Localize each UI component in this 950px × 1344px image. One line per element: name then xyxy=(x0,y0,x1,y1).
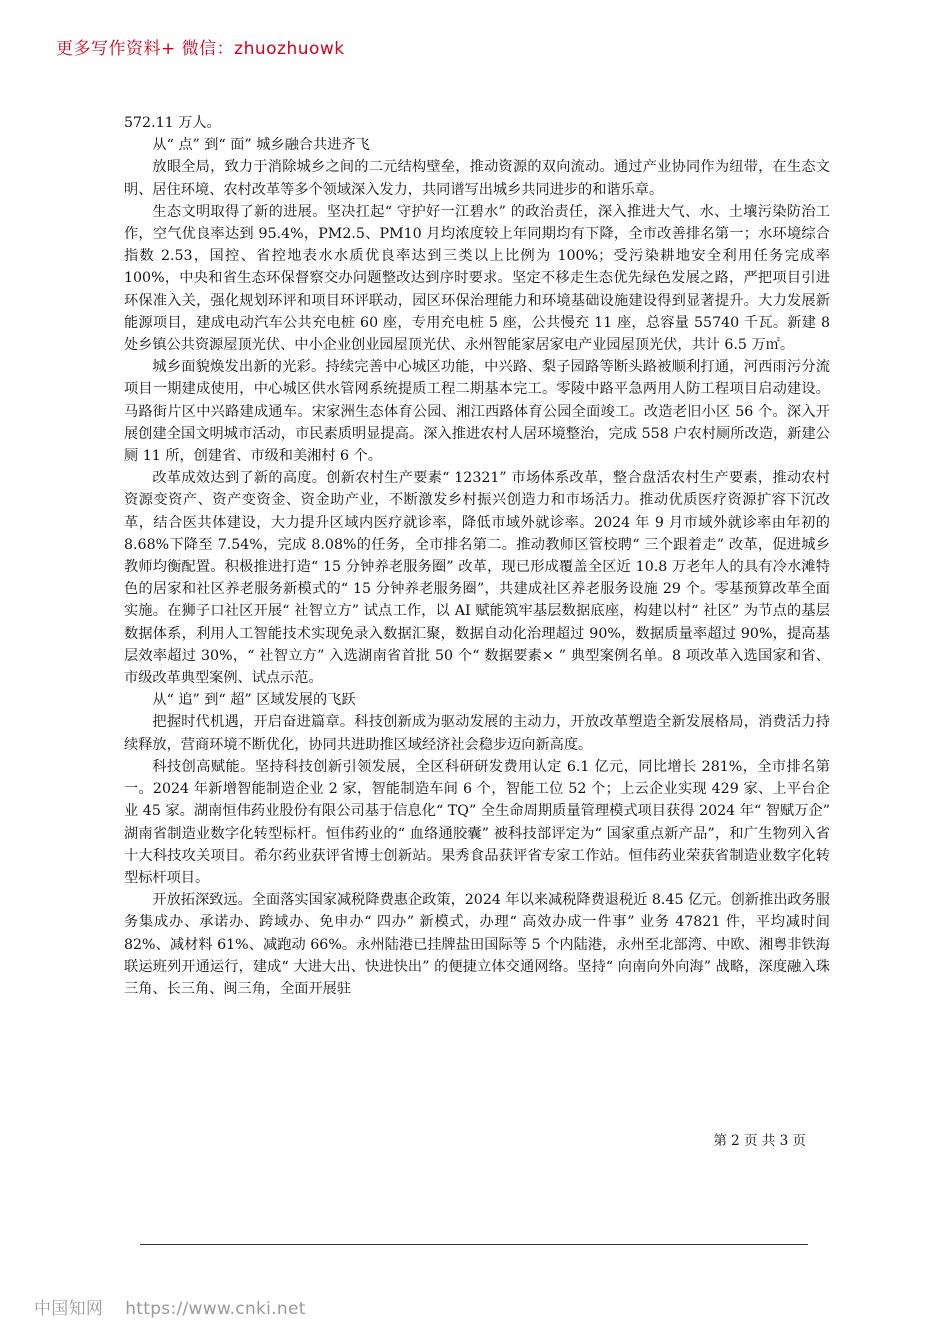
document-body xyxy=(124,112,830,1000)
section-heading: 从“ 点” 到“ 面” 城乡融合共进齐飞 xyxy=(152,137,370,154)
paragraph-continuation: 572.11 万人。 xyxy=(124,115,221,131)
paragraph: 开放拓深致远。全面落实国家减税降费惠企政策，2024 年以来减税降费退税近 8.45 亿元。创新推出政务服务集成办、承诺办、跨域办、免申办“ 四办” 新模式，办理“ 高效办成一件事” 业务 47821 件，平均减时间 82%、减材料 61%、减跑动 66%。永州陆港已挂牌盐田国际等 5 个内陆港，永州至北部湾、中欧、湘粤非铁海联运班列开通运行，建成“ 大进大出、快进快出” 的便捷立体交通网络。坚持“ 向南向外向海” 战略，深度融入珠三角、长三角、闽三角，全面开展驻 xyxy=(124,892,830,997)
paragraph: 改革成效达到了新的高度。创新农村生产要素“ 12321” 市场体系改革，整合盘活农村生产要素，推动农村资源变资产、资产变资金、资金助产业，不断激发乡村振兴创造力和市场活力。推动优质医疗资源扩容下沉改革，结合医共体建设，大力提升区域内医疗就诊率，降低市域外就诊率。2024 年 9 月市域外就诊率由年初的 8.68%下降至 7.54%，完成 8.08%的任务，全市排名第二。推动教师区管校聘“ 三个跟着走” 改革，促进城乡教师均衡配置。积极推进打造“ 15 分钟养老服务圈” 改革，现已形成覆盖全区近 10.8 万老年人的具有冷水滩特色的居家和社区养老服务新模式的“ 15 分钟养老服务圈”，共建成社区养老服务设施 29 个。零基预算改革全面实施。在狮子口社区开展“ 社智立方” 试点工作，以 AI 赋能筑牢基层数据底座，构建以村“ 社区” 为节点的基层数据体系，利用人工智能技术实现免录入数据汇聚，数据自动化治理超过 90%，数据质量率超过 90%，提高基层效率超过 30%，“ 社智立方” 入选湖南省首批 50 个“ 数据要素× ” 典型案例名单。8 项改革入选国家和省、市级改革典型案例、试点示范。 xyxy=(124,470,830,687)
watermark-brand: 中国知网 xyxy=(34,1299,104,1319)
paragraph: 科技创高赋能。坚持科技创新引领发展，全区科研研发费用认定 6.1 亿元，同比增长 281%，全市排名第一。2024 年新增智能制造企业 2 家，智能制造车间 6 个，智能工位 52 个；上云企业实现 429 家、上平台企业 45 家。湖南恒伟药业股份有限公司基于信息化“ TQ” 全生命周期质量管理模式项目获得 2024 年“ 智赋万企” 湖南省制造业数字化转型标杆。恒伟药业的“ 血络通胶囊” 被科技部评定为“ 国家重点新产品”，和广生物列入省十大科技攻关项目。希尔药业获评省博士创新站。果秀食品获评省专家工作站。恒伟药业荣获省制造业数字化转型标杆项目。 xyxy=(124,758,830,886)
promo-banner: 更多写作资料+ 微信：zhuozhuowk xyxy=(56,39,345,59)
paragraph: 放眼全局，致力于消除城乡之间的二元结构壁垒，推动资源的双向流动。通过产业协同作为纽带，在生态文明、居住环境、农村改革等多个领域深入发力，共同谱写出城乡共同进步的和谐乐章。 xyxy=(124,159,830,198)
section-heading: 从“ 追” 到“ 超” 区域发展的飞跃 xyxy=(152,692,356,709)
footer-divider xyxy=(140,1244,808,1245)
paragraph: 城乡面貌焕发出新的光彩。持续完善中心城区功能，中兴路、梨子园路等断头路被顺利打通，河西雨污分流项目一期建成使用，中心城区供水管网系统提质工程二期基本完工。零陵中路平急两用人防工程项目启动建设。马路街片区中兴路建成通车。宋家洲生态体育公园、湘江西路体育公园全面竣工。改造老旧小区 56 个。深入开展创建全国文明城市活动，市民素质明显提高。深入推进农村人居环境整治，完成 558 户农村厕所改造，新建公厕 11 所，创建省、市级和美湘村 6 个。 xyxy=(124,359,830,465)
watermark-url: https://www.cnki.net xyxy=(125,1299,306,1319)
page-number: 第 2 页 共 3 页 xyxy=(713,1133,806,1149)
paragraph: 把握时代机遇，开启奋进篇章。科技创新成为驱动发展的主动力，开放改革塑造全新发展格局，消费活力持续释放，营商环境不断优化，协同共进助推区域经济社会稳步迈向新高度。 xyxy=(124,714,830,753)
source-watermark xyxy=(34,1294,306,1319)
paragraph: 生态文明取得了新的进展。坚决扛起“ 守护好一江碧水” 的政治责任，深入推进大气、水、土壤污染防治工作，空气优良率达到 95.4%，PM2.5、PM10 月均浓度较上年同期均有下降，全市改善排名第一；水环境综合指数 2.53，国控、省控地表水水质优良率达到三类以上比例为 100%；受污染耕地安全利用任务完成率 100%，中央和省生态环保督察交办问题整改达到序时要求。坚定不移走生态优先绿色发展之路，严把项目引进环保准入关，强化规划环评和项目环评联动，园区环保治理能力和环境基础设施建设得到显著提升。大力发展新能源项目，建成电动汽车公共充电桩 60 座，专用充电桩 5 座，公共慢充 11 座，总容量 55740 千瓦。新建 8 处乡镇公共资源屋顶光伏、中小企业创业园屋顶光伏、永州智能家居家电产业园屋顶光伏，共计 6.5 万㎡。 xyxy=(124,203,830,354)
